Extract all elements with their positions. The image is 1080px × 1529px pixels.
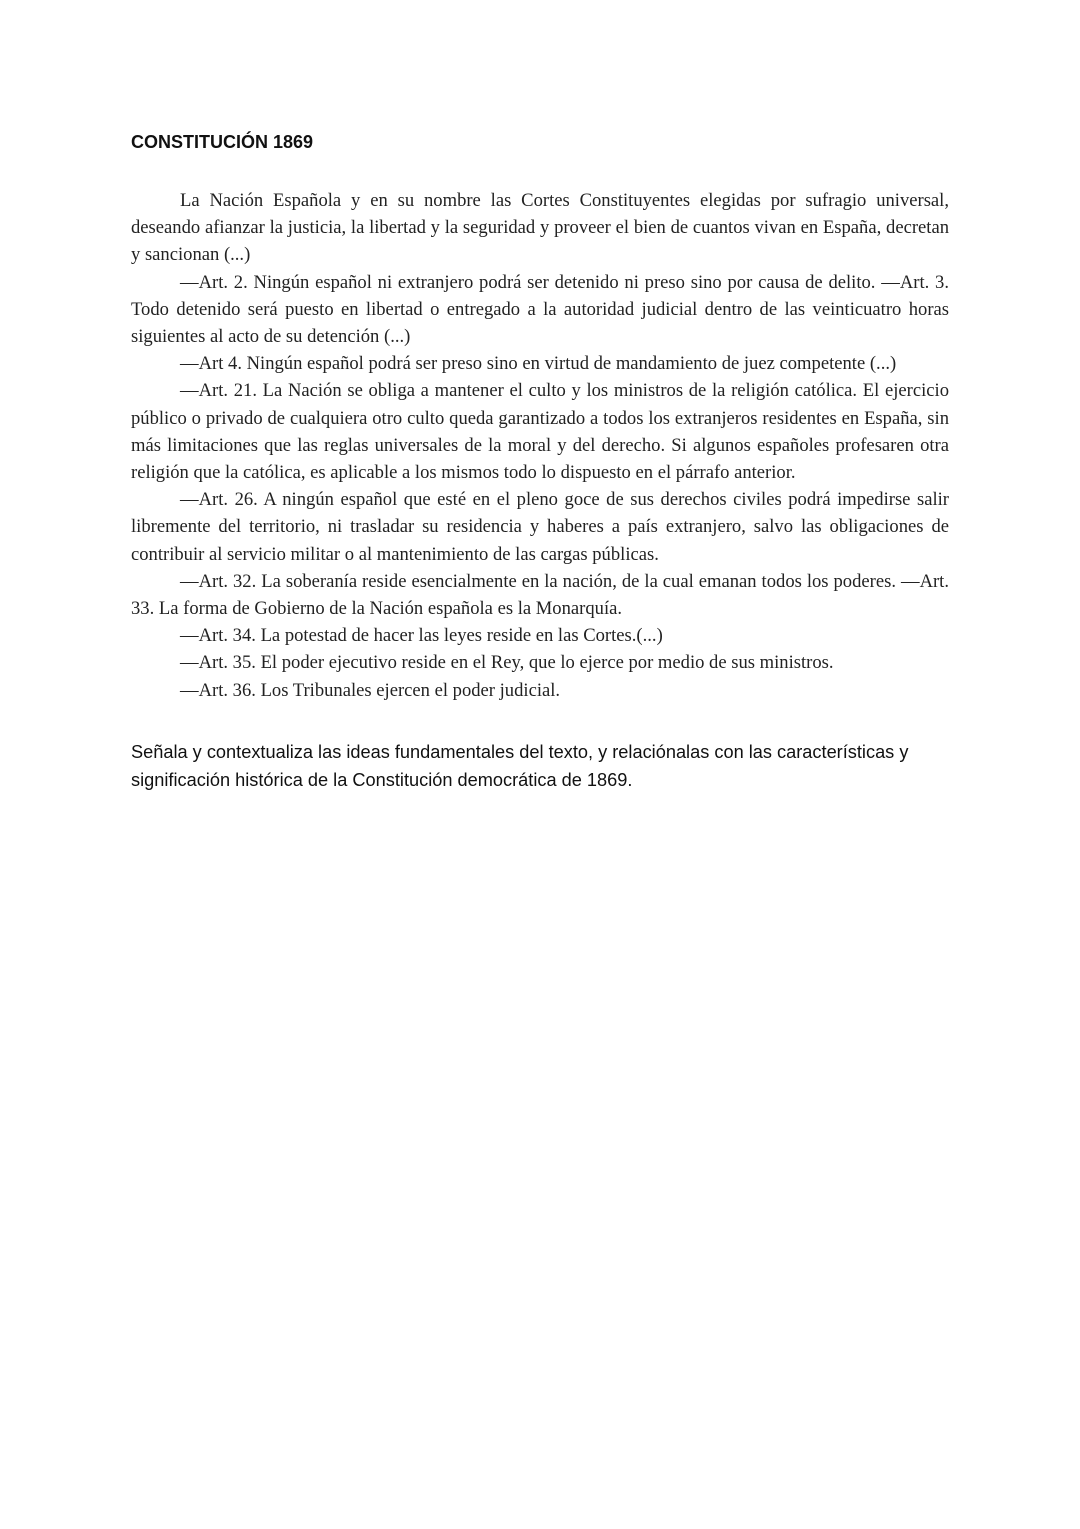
- article-26-paragraph: —Art. 26. A ningún español que esté en el pleno goce de sus derechos civiles podrá impedirse salir libremente del territorio, ni trasladar su residencia y haberes a país extranjero, salvo las obligaciones de contribuir al servicio militar o al mantenimiento de las cargas públicas.: [131, 489, 949, 565]
- article-35-paragraph: —Art. 35. El poder ejecutivo reside en el Rey, que lo ejerce por medio de sus ministros.: [180, 652, 834, 674]
- exercise-prompt: Señala y contextualiza las ideas fundamentales del texto, y relaciónalas con las características y significación histórica de la Constitución democrática de 1869.: [131, 741, 909, 790]
- article-4-paragraph: —Art 4. Ningún español podrá ser preso sino en virtud de mandamiento de juez competente (...): [180, 353, 897, 375]
- article-34-paragraph: —Art. 34. La potestad de hacer las leyes reside en las Cortes.(...): [180, 625, 663, 647]
- article-21-paragraph: —Art. 21. La Nación se obliga a mantener el culto y los ministros de la religión católica. El ejercicio público o privado de cualquiera otro culto queda garantizado a todos los extranjeros residentes en España, sin más limitaciones que las reglas universales de la moral y del derecho. Si algunos españoles profesaren otra religión que la católica, es aplicable a los mismos todo lo dispuesto en el párrafo anterior.: [131, 380, 949, 484]
- document-page: [131, 128, 949, 794]
- document-title: CONSTITUCIÓN 1869: [131, 132, 314, 152]
- constitution-excerpt: [131, 187, 949, 704]
- article-36-paragraph: —Art. 36. Los Tribunales ejercen el poder judicial.: [180, 679, 561, 701]
- article-32-33-paragraph: —Art. 32. La soberanía reside esencialmente en la nación, de la cual emanan todos los poderes. —Art. 33. La forma de Gobierno de la Nación española es la Monarquía.: [131, 570, 949, 620]
- preamble-paragraph: La Nación Española y en su nombre las Cortes Constituyentes elegidas por sufragio universal, deseando afianzar la justicia, la libertad y la seguridad y proveer el bien de cuantos vivan en España, decretan y sancionan (...): [131, 190, 949, 266]
- article-2-3-paragraph: —Art. 2. Ningún español ni extranjero podrá ser detenido ni preso sino por causa de delito. —Art. 3. Todo detenido será puesto en libertad o entregado a la autoridad judicial dentro de las veinticuatro horas siguientes al acto de su detención (...): [131, 271, 949, 348]
